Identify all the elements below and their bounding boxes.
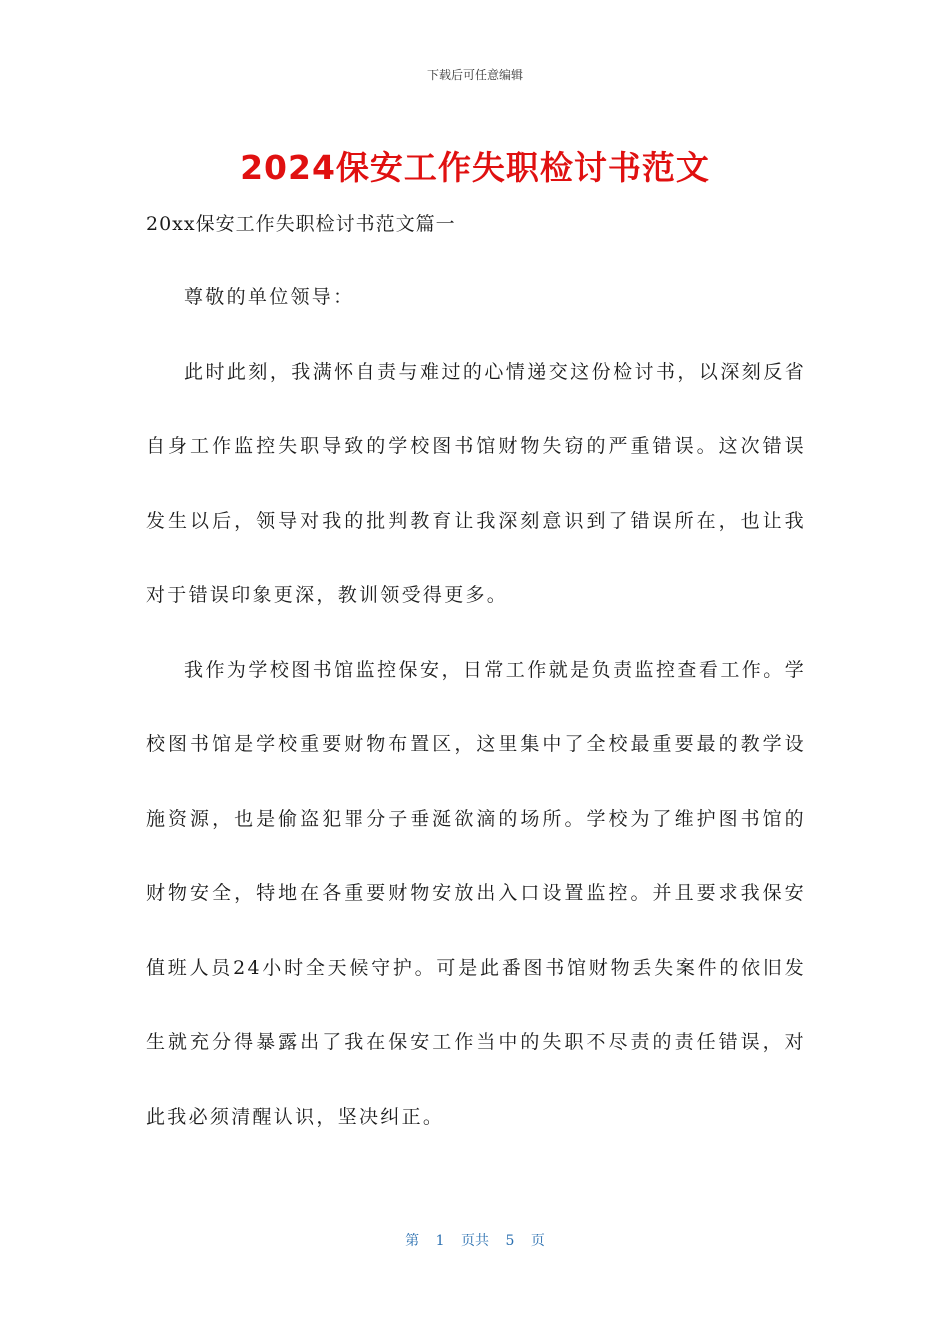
header-note: 下载后可任意编辑	[426, 68, 523, 82]
body-paragraph: 此时此刻，我满怀自责与难过的心情递交这份检讨书，以深刻反省自身工作监控失职导致的学校图书馆财物失窃的严重错误。这次错误发生以后，领导对我的批判教育让我深刻意识到了错误所在，也让我对于错误印象更深，教训领受得更多。	[146, 360, 806, 606]
footer-total-label: 页共	[461, 1233, 489, 1249]
footer-page-suffix: 页	[530, 1233, 545, 1249]
page-footer	[0, 1230, 950, 1250]
document-subtitle: 20xx保安工作失职检讨书范文篇一	[146, 213, 456, 235]
footer-total-pages: 5	[505, 1233, 515, 1249]
body-paragraph: 我作为学校图书馆监控保安，日常工作就是负责监控查看工作。学校图书馆是学校重要财物布置区，这里集中了全校最重要最的教学设施资源，也是偷盗犯罪分子垂涎欲滴的场所。学校为了维护图书馆的财物安全，特地在各重要财物安放出入口设置监控。并且要求我保安值班人员24小时全天候守护。可是此番图书馆财物丢失案件的依旧发生就充分得暴露出了我在保安工作当中的失职不尽责的责任错误，对此我必须清醒认识，坚决纠正。	[146, 658, 806, 1128]
document-title: 2024保安工作失职检讨书范文	[240, 148, 710, 187]
footer-current-page: 1	[435, 1233, 445, 1249]
document-body	[146, 260, 806, 1154]
footer-page-label: 第	[405, 1233, 420, 1249]
salutation-paragraph: 尊敬的单位领导：	[184, 286, 355, 308]
